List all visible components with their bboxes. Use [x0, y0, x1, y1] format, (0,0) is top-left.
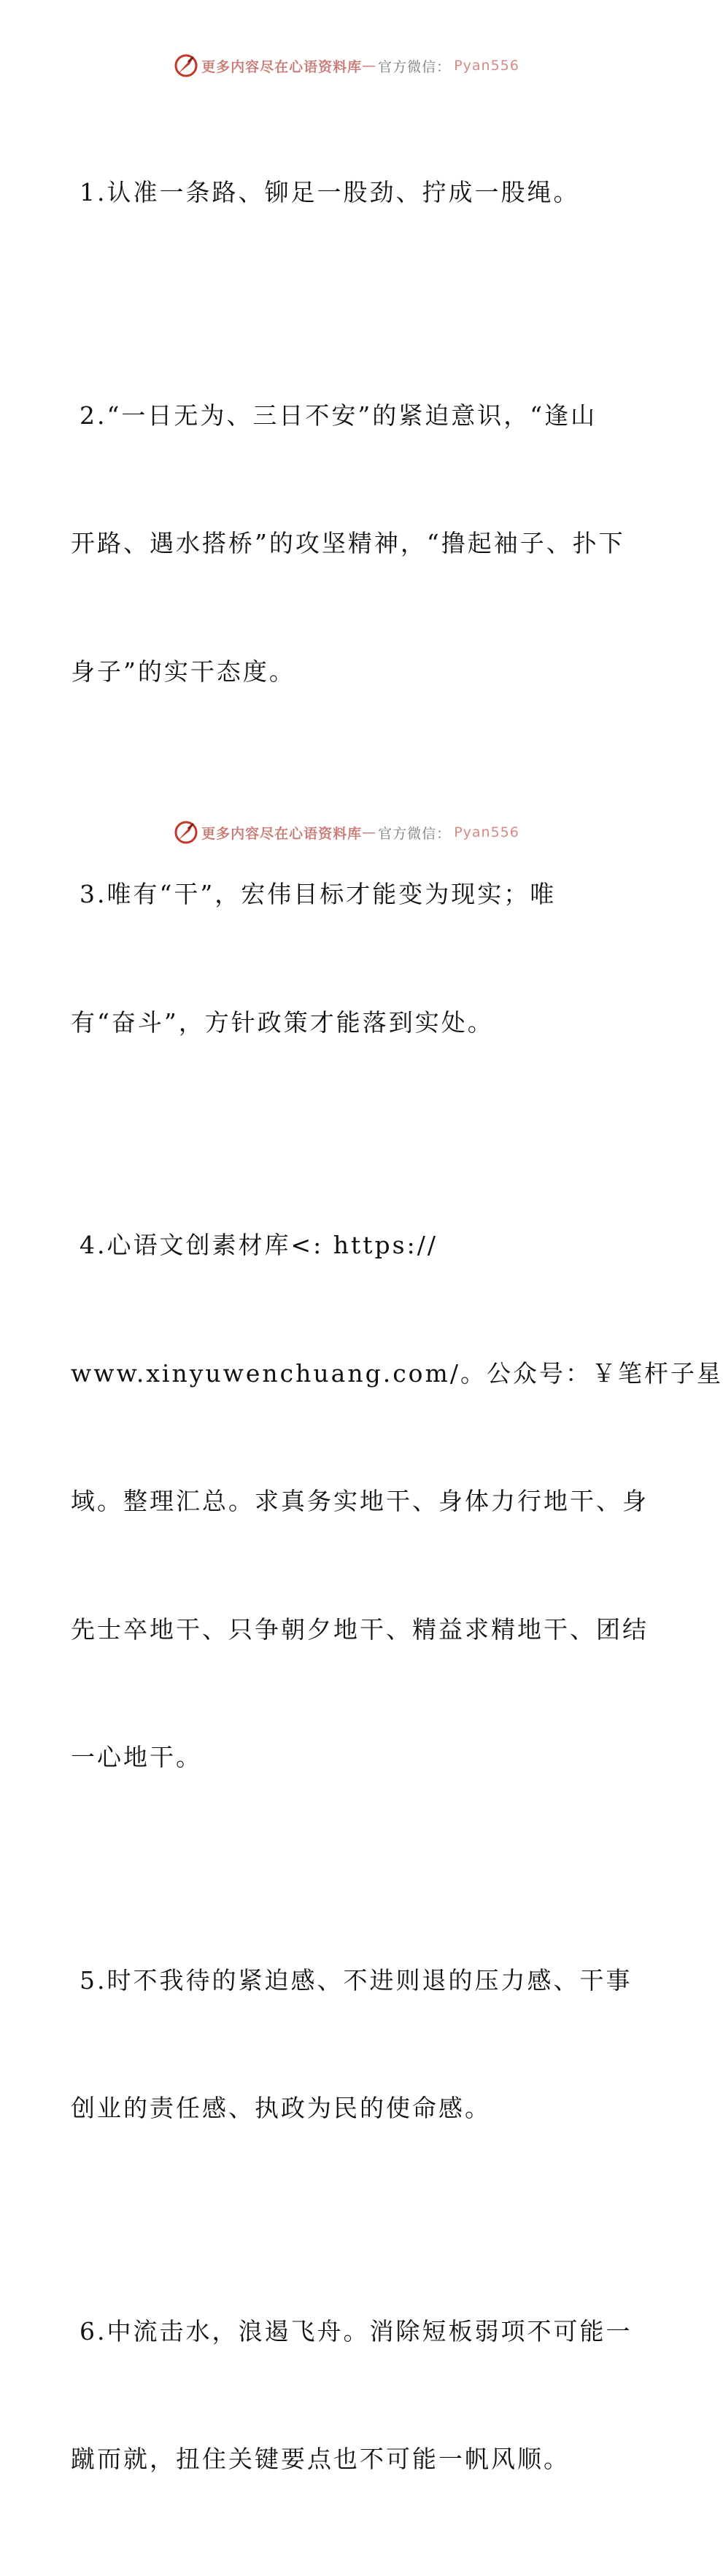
- document-body: [71, 86, 723, 2576]
- line: 先士卒地干、只争朝夕地干、精益求精地干、团结: [71, 1614, 649, 1644]
- line: 有“奋斗”，方针政策才能落到实处。: [71, 1007, 494, 1037]
- banner-brand: 更多内容尽在心语资料库: [201, 825, 363, 842]
- line: www.xinyuwenchuang.com/。公众号：￥笔杆子星: [71, 1358, 723, 1388]
- line: 一心地干。: [71, 1743, 202, 1771]
- line: 4.心语文创素材库<: https://: [80, 1231, 438, 1259]
- pen-nib-logo-icon: [174, 53, 198, 78]
- footer-banner: [0, 818, 693, 847]
- line: 身子”的实干态度。: [71, 657, 295, 686]
- pen-nib-logo-icon: [174, 820, 198, 845]
- line: 1.认准一条路、铆足一股劲、拧成一股绳。: [80, 178, 580, 206]
- banner-account: Pyan556: [454, 58, 519, 74]
- line: 创业的责任感、执政为民的使命感。: [71, 2094, 491, 2122]
- line: 3.唯有“干”，宏伟目标才能变为现实；唯: [80, 880, 557, 908]
- line: 6.中流击水，浪遏飞舟。消除短板弱项不可能一: [80, 2316, 633, 2345]
- banner-dash: —: [362, 58, 377, 74]
- list-item-1: [71, 86, 625, 300]
- list-item-6: [71, 2225, 633, 2567]
- list-item-5: [71, 1874, 633, 2216]
- line: 5.时不我待的紧迫感、不进则退的压力感、干事: [80, 1965, 633, 1995]
- list-item-4: [71, 1139, 723, 1865]
- list-item-2: [71, 309, 625, 779]
- line: 开路、遇水搭桥”的攻坚精神，“撸起袖子、扑下: [71, 529, 625, 557]
- line: 域。整理汇总。求真务实地干、身体力行地干、身: [71, 1487, 649, 1515]
- banner-account: Pyan556: [454, 824, 519, 840]
- banner-brand: 更多内容尽在心语资料库: [201, 58, 363, 75]
- banner-wechat-label: 官方微信：: [378, 825, 452, 842]
- line: 2.“一日无为、三日不安”的紧迫意识，“逢山: [80, 401, 598, 430]
- line: 蹴而就，扭住关键要点也不可能一帆风顺。: [71, 2445, 570, 2473]
- banner-dash: —: [362, 824, 377, 840]
- banner-wechat-label: 官方微信：: [378, 58, 452, 75]
- header-banner: [0, 51, 693, 80]
